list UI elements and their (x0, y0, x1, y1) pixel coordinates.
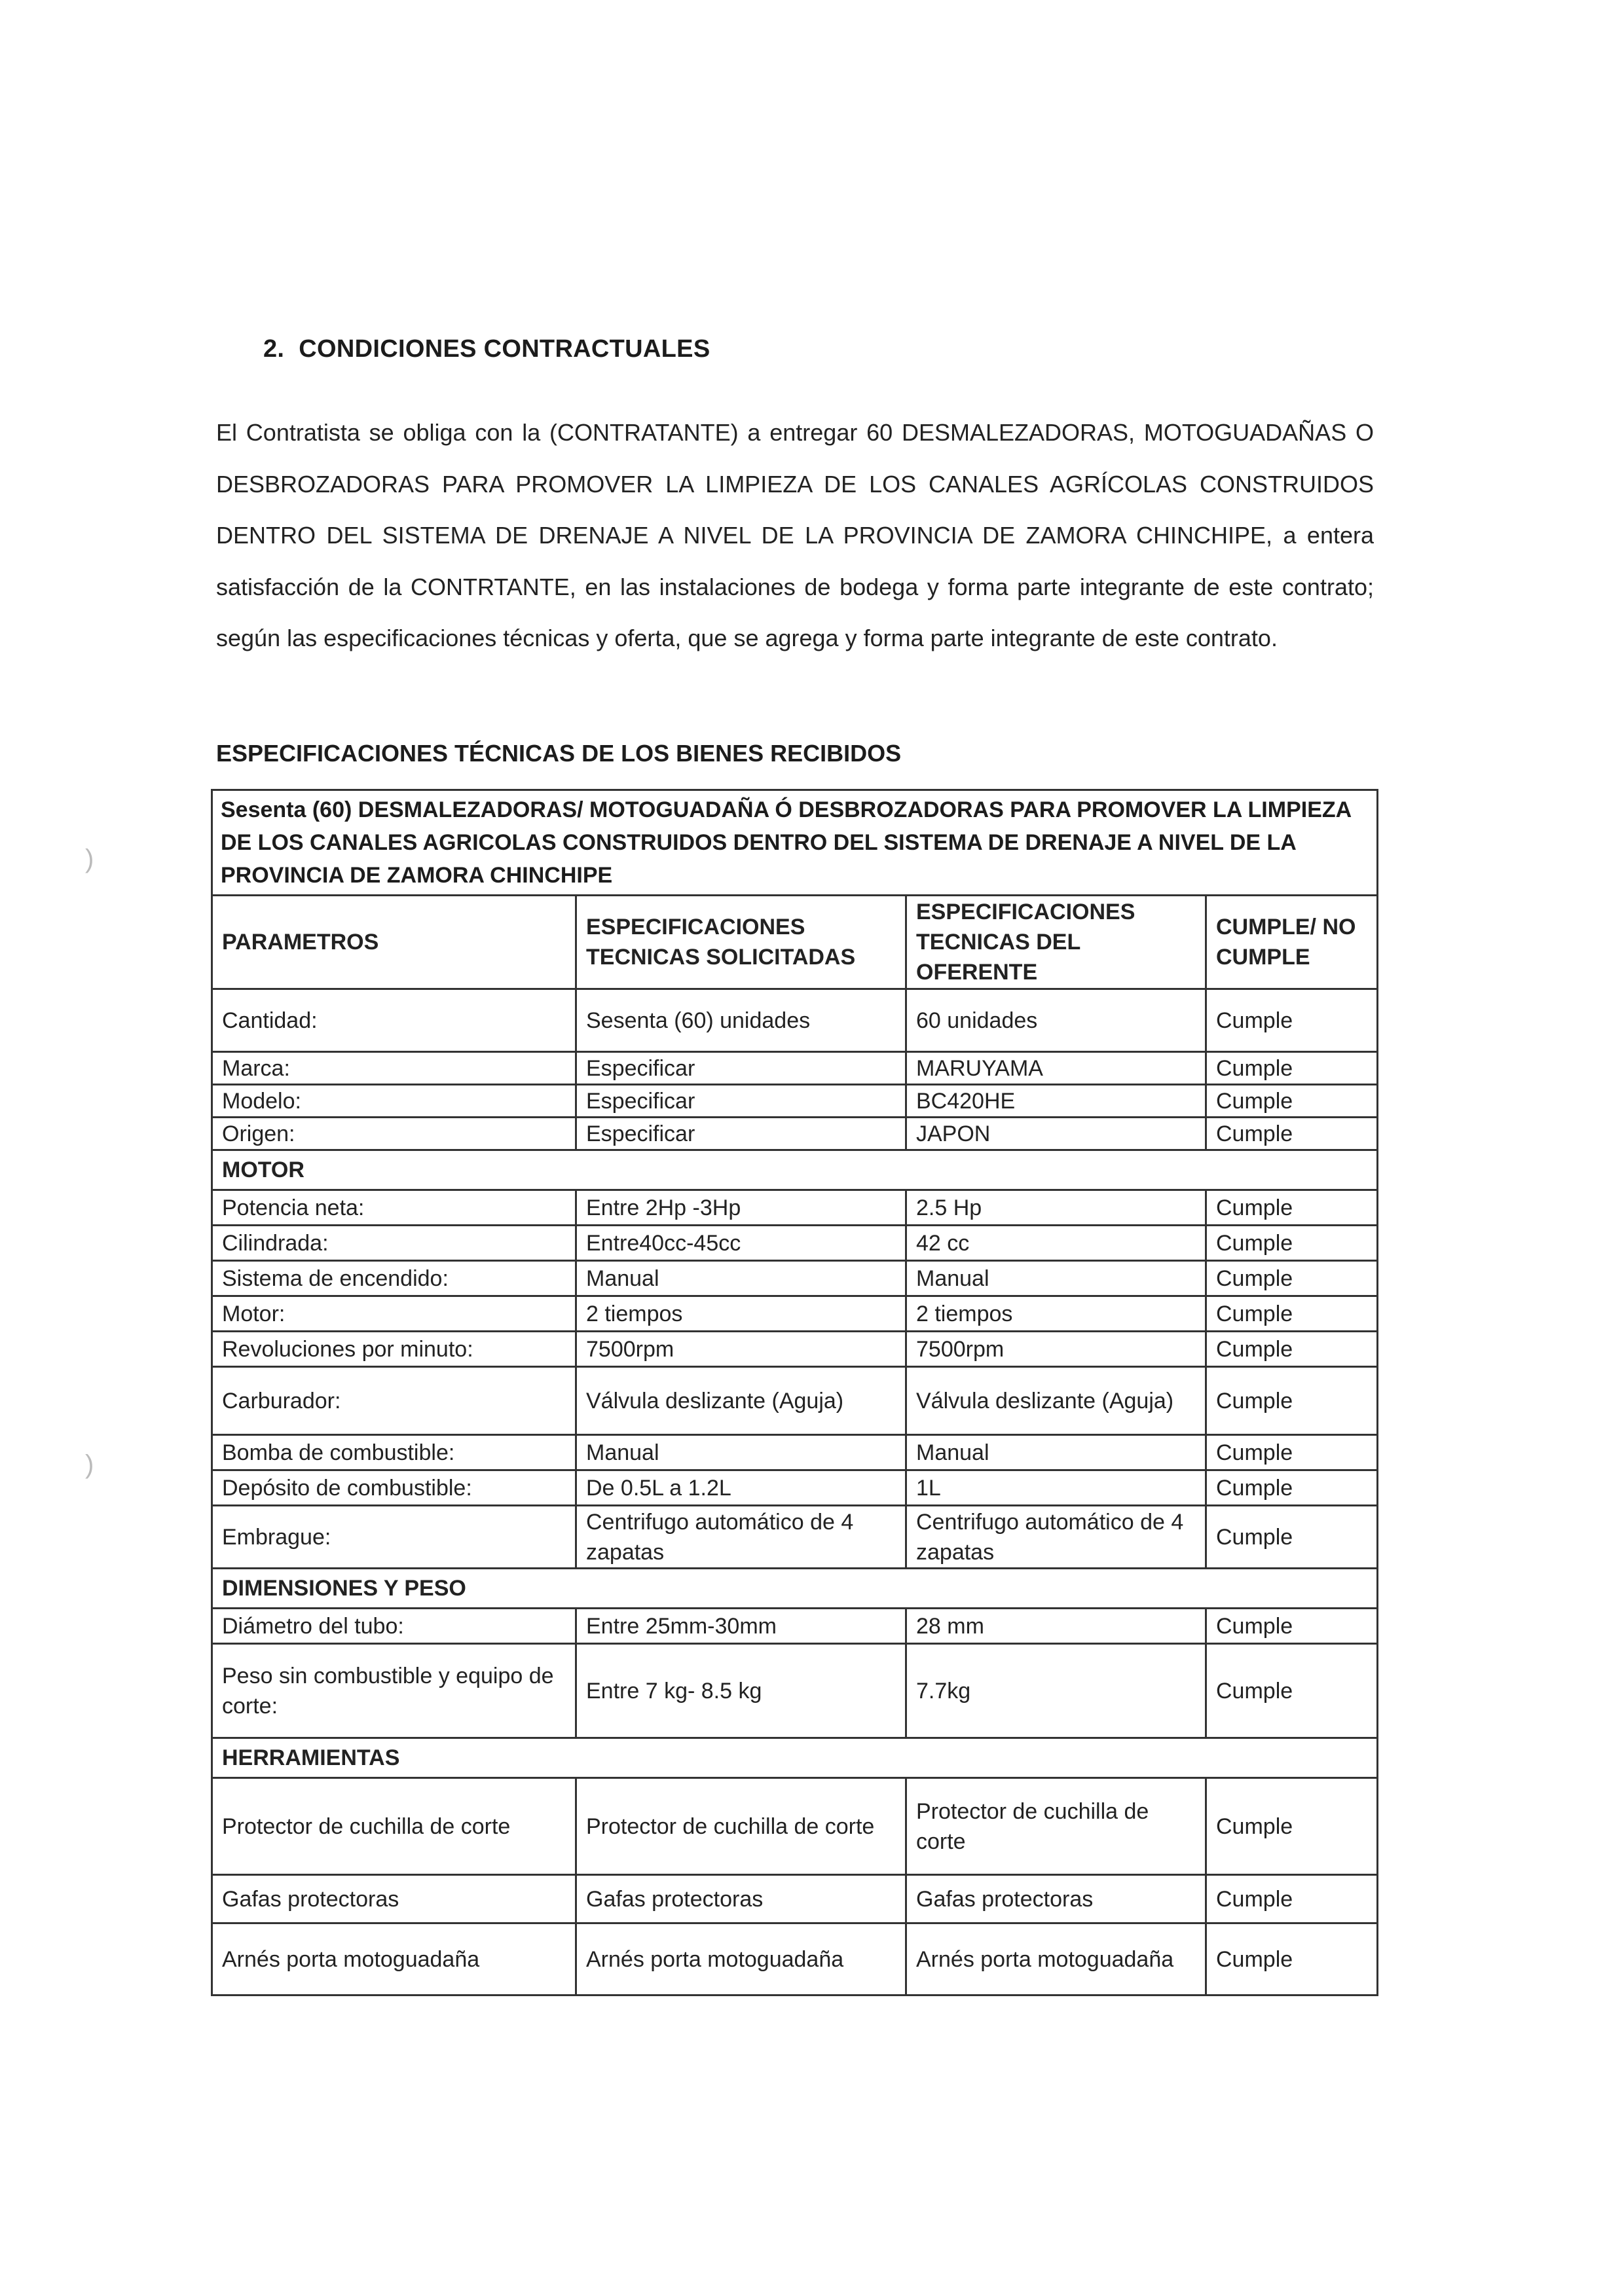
header-solicitadas: ESPECIFICACIONES TECNICAS SOLICITADAS (576, 896, 906, 989)
compliance-cell: Cumple (1206, 1778, 1378, 1875)
compliance-cell: Cumple (1206, 1923, 1378, 1995)
header-parametros: PARAMETROS (212, 896, 576, 989)
header-oferente: ESPECIFICACIONES TECNICAS DEL OFERENTE (906, 896, 1206, 989)
requested-cell: Gafas protectoras (576, 1875, 906, 1923)
compliance-cell: Cumple (1206, 1296, 1378, 1332)
requested-cell: Especificar (576, 1118, 906, 1150)
table-row (212, 1332, 1378, 1367)
requested-cell: Especificar (576, 1085, 906, 1118)
table-row (212, 1190, 1378, 1226)
param-cell: Motor: (212, 1296, 576, 1332)
requested-cell: De 0.5L a 1.2L (576, 1470, 906, 1506)
requested-cell: Entre 2Hp -3Hp (576, 1190, 906, 1226)
contract-paragraph: El Contratista se obliga con la (CONTRATANTE) a entregar 60 DESMALEZADORAS, MOTOGUADAÑAS O DESBROZADORAS PARA PROMOVER LA LIMPIEZA DE LOS CANALES AGRÍCOLAS CONSTRUIDOS DENTRO DEL SISTEMA DE DRENAJE A NIVEL DE LA PROVINCIA DE ZAMORA CHINCHIPE, a entera satisfacción de la CONTRTANTE, en las instalaciones de bodega y forma parte integrante de este contrato; según las especificaciones técnicas y oferta, que se agrega y forma parte integrante de este contrato. (216, 419, 1374, 651)
requested-cell: Especificar (576, 1052, 906, 1085)
param-cell: Bomba de combustible: (212, 1435, 576, 1470)
section-number: 2. (263, 335, 285, 363)
compliance-cell: Cumple (1206, 1609, 1378, 1644)
param-cell: Embrague: (212, 1506, 576, 1569)
requested-cell: Manual (576, 1435, 906, 1470)
param-cell: Sistema de encendido: (212, 1261, 576, 1296)
table-row (212, 1923, 1378, 1995)
table-row (212, 1778, 1378, 1875)
requested-cell: Protector de cuchilla de corte (576, 1778, 906, 1875)
offered-cell: 7.7kg (906, 1644, 1206, 1738)
section-label: DIMENSIONES Y PESO (212, 1569, 1378, 1609)
table-row (212, 1875, 1378, 1923)
offered-cell: 60 unidades (906, 989, 1206, 1052)
requested-cell: 7500rpm (576, 1332, 906, 1367)
offered-cell: BC420HE (906, 1085, 1206, 1118)
compliance-cell: Cumple (1206, 1052, 1378, 1085)
param-cell: Cantidad: (212, 989, 576, 1052)
table-row (212, 1226, 1378, 1261)
param-cell: Diámetro del tubo: (212, 1609, 576, 1644)
section-heading (263, 335, 710, 363)
table-header-row (212, 896, 1378, 989)
param-cell: Revoluciones por minuto: (212, 1332, 576, 1367)
table-section-row (212, 1150, 1378, 1190)
offered-cell: Protector de cuchilla de corte (906, 1778, 1206, 1875)
param-cell: Depósito de combustible: (212, 1470, 576, 1506)
offered-cell: 28 mm (906, 1609, 1206, 1644)
compliance-cell: Cumple (1206, 1435, 1378, 1470)
header-cumple: CUMPLE/ NO CUMPLE (1206, 896, 1378, 989)
param-cell: Origen: (212, 1118, 576, 1150)
table-row (212, 1435, 1378, 1470)
param-cell: Carburador: (212, 1367, 576, 1435)
offered-cell: Manual (906, 1435, 1206, 1470)
requested-cell: Centrifugo automático de 4 zapatas (576, 1506, 906, 1569)
scan-mark: ) (85, 845, 94, 873)
compliance-cell: Cumple (1206, 1470, 1378, 1506)
param-cell: Peso sin combustible y equipo de corte: (212, 1644, 576, 1738)
requested-cell: Sesenta (60) unidades (576, 989, 906, 1052)
requested-cell: Manual (576, 1261, 906, 1296)
param-cell: Marca: (212, 1052, 576, 1085)
requested-cell: Entre40cc-45cc (576, 1226, 906, 1261)
spec-table (211, 789, 1378, 1996)
param-cell: Cilindrada: (212, 1226, 576, 1261)
compliance-cell: Cumple (1206, 1875, 1378, 1923)
section-label: HERRAMIENTAS (212, 1738, 1378, 1778)
compliance-cell: Cumple (1206, 1085, 1378, 1118)
table-row (212, 1118, 1378, 1150)
compliance-cell: Cumple (1206, 1332, 1378, 1367)
table-section-row (212, 1738, 1378, 1778)
offered-cell: Centrifugo automático de 4 zapatas (906, 1506, 1206, 1569)
offered-cell: JAPON (906, 1118, 1206, 1150)
requested-cell: 2 tiempos (576, 1296, 906, 1332)
compliance-cell: Cumple (1206, 1226, 1378, 1261)
param-cell: Gafas protectoras (212, 1875, 576, 1923)
table-row (212, 1609, 1378, 1644)
table-caption: Sesenta (60) DESMALEZADORAS/ MOTOGUADAÑA Ó DESBROZADORAS PARA PROMOVER LA LIMPIEZA DE LOS CANALES AGRICOLAS CONSTRUIDOS DENTRO DEL SISTEMA DE DRENAJE A NIVEL DE LA PROVINCIA DE ZAMORA CHINCHIPE (212, 790, 1378, 896)
offered-cell: 7500rpm (906, 1332, 1206, 1367)
spec-subheading: ESPECIFICACIONES TÉCNICAS DE LOS BIENES RECIBIDOS (216, 740, 902, 767)
offered-cell: Válvula deslizante (Aguja) (906, 1367, 1206, 1435)
table-row (212, 1296, 1378, 1332)
table-row (212, 1644, 1378, 1738)
offered-cell: Gafas protectoras (906, 1875, 1206, 1923)
offered-cell: 42 cc (906, 1226, 1206, 1261)
offered-cell: Arnés porta motoguadaña (906, 1923, 1206, 1995)
requested-cell: Entre 7 kg- 8.5 kg (576, 1644, 906, 1738)
table-row (212, 989, 1378, 1052)
table-caption-row (212, 790, 1378, 896)
compliance-cell: Cumple (1206, 1190, 1378, 1226)
compliance-cell: Cumple (1206, 1367, 1378, 1435)
requested-cell: Entre 25mm-30mm (576, 1609, 906, 1644)
param-cell: Arnés porta motoguadaña (212, 1923, 576, 1995)
requested-cell: Válvula deslizante (Aguja) (576, 1367, 906, 1435)
offered-cell: Manual (906, 1261, 1206, 1296)
section-title: CONDICIONES CONTRACTUALES (299, 335, 710, 363)
table-row (212, 1367, 1378, 1435)
compliance-cell: Cumple (1206, 1644, 1378, 1738)
compliance-cell: Cumple (1206, 1506, 1378, 1569)
table-row (212, 1085, 1378, 1118)
offered-cell: 2.5 Hp (906, 1190, 1206, 1226)
offered-cell: 2 tiempos (906, 1296, 1206, 1332)
table-section-row (212, 1569, 1378, 1609)
table-row (212, 1470, 1378, 1506)
table-row (212, 1506, 1378, 1569)
param-cell: Modelo: (212, 1085, 576, 1118)
offered-cell: 1L (906, 1470, 1206, 1506)
table-row (212, 1052, 1378, 1085)
compliance-cell: Cumple (1206, 989, 1378, 1052)
table-row (212, 1261, 1378, 1296)
compliance-cell: Cumple (1206, 1261, 1378, 1296)
compliance-cell: Cumple (1206, 1118, 1378, 1150)
scan-mark: ) (85, 1450, 94, 1479)
param-cell: Potencia neta: (212, 1190, 576, 1226)
section-label: MOTOR (212, 1150, 1378, 1190)
param-cell: Protector de cuchilla de corte (212, 1778, 576, 1875)
offered-cell: MARUYAMA (906, 1052, 1206, 1085)
requested-cell: Arnés porta motoguadaña (576, 1923, 906, 1995)
